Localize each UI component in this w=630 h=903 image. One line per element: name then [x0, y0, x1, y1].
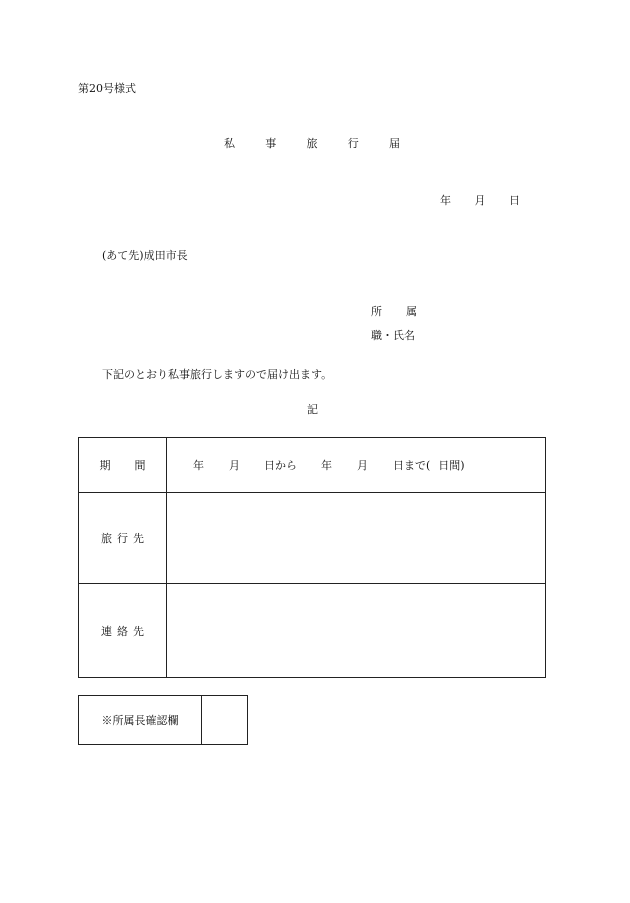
affiliation-char: 所	[371, 305, 382, 318]
period-from: 日から	[264, 459, 297, 472]
period-until: 日まで(	[393, 459, 431, 472]
destination-label-char: 行	[117, 532, 128, 545]
period-row	[79, 438, 546, 493]
period-year2: 年	[321, 459, 332, 472]
title-char: 行	[347, 137, 359, 150]
period-year1: 年	[193, 459, 204, 472]
confirmation-table	[78, 695, 248, 745]
affiliation-char: 属	[406, 305, 417, 318]
contact-label-cell	[79, 584, 167, 678]
affiliation-label	[371, 305, 417, 319]
confirmation-row	[79, 696, 248, 745]
name-label: 職・氏名	[371, 329, 415, 342]
contact-label-char: 絡	[117, 624, 128, 638]
addressee: (あて先)成田市長	[102, 249, 188, 262]
statement: 下記のとおり私事旅行しますので届け出ます。	[102, 368, 333, 381]
title-char: 旅	[306, 137, 318, 150]
contact-label-char: 連	[101, 624, 112, 638]
period-label-char: 間	[134, 459, 146, 472]
period-value	[167, 457, 545, 473]
date-month-label: 月	[474, 194, 486, 207]
contact-label-char: 先	[133, 624, 144, 638]
destination-label	[101, 530, 144, 546]
period-month2: 月	[357, 459, 368, 472]
confirmation-label: ※所属長確認欄	[79, 696, 202, 745]
date-line	[440, 194, 520, 208]
period-month1: 月	[229, 459, 240, 472]
period-days: 日間)	[438, 459, 465, 472]
confirmation-stamp-cell[interactable]	[202, 696, 248, 745]
contact-value-cell[interactable]	[167, 584, 546, 678]
period-label-char: 期	[99, 459, 111, 472]
contact-row	[79, 584, 546, 678]
title-char: 届	[389, 137, 400, 150]
title-char: 事	[265, 137, 277, 150]
document-title	[224, 137, 400, 151]
destination-label-char: 旅	[101, 532, 112, 545]
destination-row	[79, 493, 546, 584]
period-label	[100, 457, 146, 473]
details-table	[78, 437, 546, 678]
period-label-cell	[79, 438, 167, 493]
date-day-label: 日	[509, 194, 520, 207]
ki-heading: 記	[307, 403, 318, 416]
destination-label-cell	[79, 493, 167, 584]
title-char: 私	[224, 137, 235, 150]
date-year-label: 年	[440, 194, 451, 207]
contact-label	[101, 623, 144, 639]
destination-label-char: 先	[133, 532, 144, 545]
destination-value-cell[interactable]	[167, 493, 546, 584]
period-value-cell[interactable]	[167, 438, 546, 493]
form-number: 第20号様式	[78, 82, 136, 95]
